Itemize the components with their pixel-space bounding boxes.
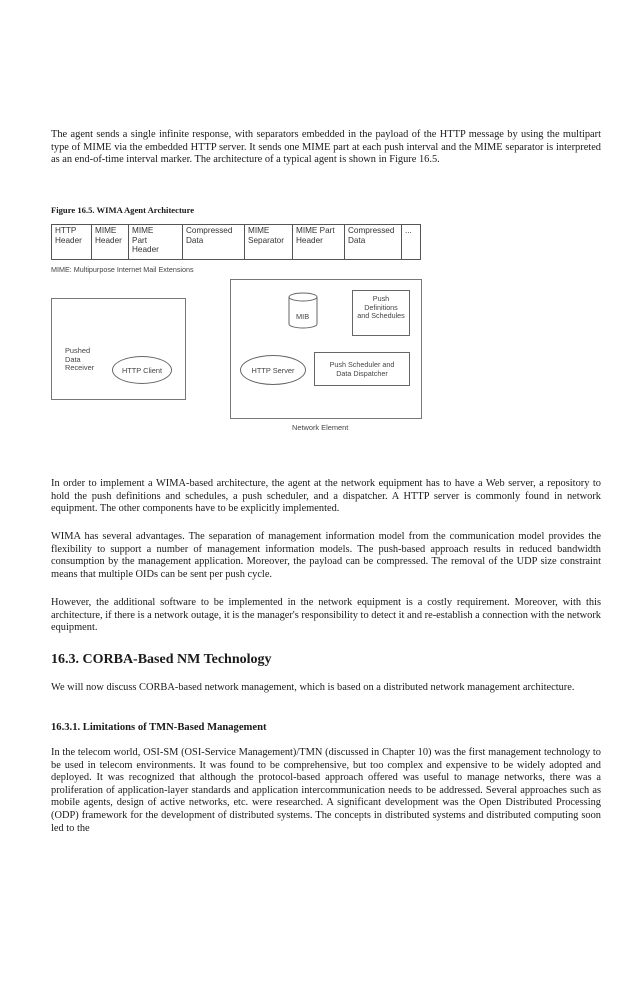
strip-cell-mime-part-header: MIME Part Header — [129, 225, 183, 259]
subsection-heading: 16.3.1. Limitations of TMN-Based Management — [51, 722, 267, 733]
http-server-ellipse: HTTP Server — [240, 355, 306, 385]
strip-cell-http-header: HTTP Header — [52, 225, 92, 259]
mib-label: MIB — [296, 312, 310, 321]
paragraph-disadvantages: However, the additional software to be implemented in the network equipment is a costly requirement. Moreover, with this architecture, if there is a network outage, it is the manager's responsibility to detect it and re-establish a connection with the network equipment. — [51, 597, 601, 634]
paragraph-corba-intro: We will now discuss CORBA-based network management, which is based on a distributed network management architecture. — [51, 682, 575, 693]
strip-cell-mime-header: MIME Header — [92, 225, 129, 259]
strip-cell-compressed-data-2: Compressed Data — [345, 225, 402, 259]
network-element-label: Network Element — [292, 423, 349, 432]
strip-cell-more: ... — [405, 226, 412, 235]
figure-caption: Figure 16.5. WIMA Agent Architecture — [51, 205, 195, 215]
pushed-data-receiver-label: Pushed Data Receiver — [65, 346, 95, 373]
push-scheduler-box: Push Scheduler and Data Dispatcher — [314, 352, 410, 386]
http-message-strip — [51, 224, 421, 260]
mib-cylinder-icon — [287, 291, 319, 331]
strip-cell-mime-part-header-2: MIME Part Header — [293, 225, 345, 259]
paragraph-tmn-limitations: In the telecom world, OSI-SM (OSI-Service Management)/TMN (discussed in Chapter 10) was the first management technology to be used in telecom environments. It was found to be comprehensive, but too complex and expensive to be widely adopted and deployed. It was recognized that although the protocol-based approach offered was useful to manage networks, there was a proliferation of application-layer standards and application intercommunication needs to be addressed. Several approaches such as mobile agents, design of active networks, etc. were researched. A significant development was the Open Distributed Processing (ODP) framework for the development of distributed systems. The concepts in distributed systems and distributed computing soon led to the — [51, 747, 601, 834]
push-definitions-box: Push Definitions and Schedules — [352, 290, 410, 336]
strip-cell-compressed-data: Compressed Data — [183, 225, 245, 259]
mime-footnote: MIME: Multipurpose Internet Mail Extensions — [51, 265, 194, 274]
section-heading: 16.3. CORBA-Based NM Technology — [51, 652, 272, 667]
strip-cell-mime-separator: MIME Separator — [245, 225, 293, 259]
paragraph-implementation: In order to implement a WIMA-based architecture, the agent at the network equipment has to have a Web server, a repository to hold the push definitions and schedules, a push scheduler, and a dispatcher. A HTTP server is commonly found in network equipment. The other components have to be explicitly implemented. — [51, 478, 601, 515]
paragraph-agent-response: The agent sends a single infinite response, with separators embedded in the payload of the HTTP message by using the multipart type of MIME via the embedded HTTP server. It sends one MIME part at each push interval and the MIME separator is interpreted as an end-of-time interval marker. The architecture of a typical agent is shown in Figure 16.5. — [51, 129, 601, 166]
paragraph-advantages: WIMA has several advantages. The separation of management information model from the communication model provides the flexibility to support a number of management information models. The push-based approach results in reduced bandwidth consumption by the management application. Moreover, the payload can be compressed. The removal of the UDP size constraint means that multiple OIDs can be sent per push cycle. — [51, 531, 601, 580]
http-client-ellipse: HTTP Client — [112, 356, 172, 384]
